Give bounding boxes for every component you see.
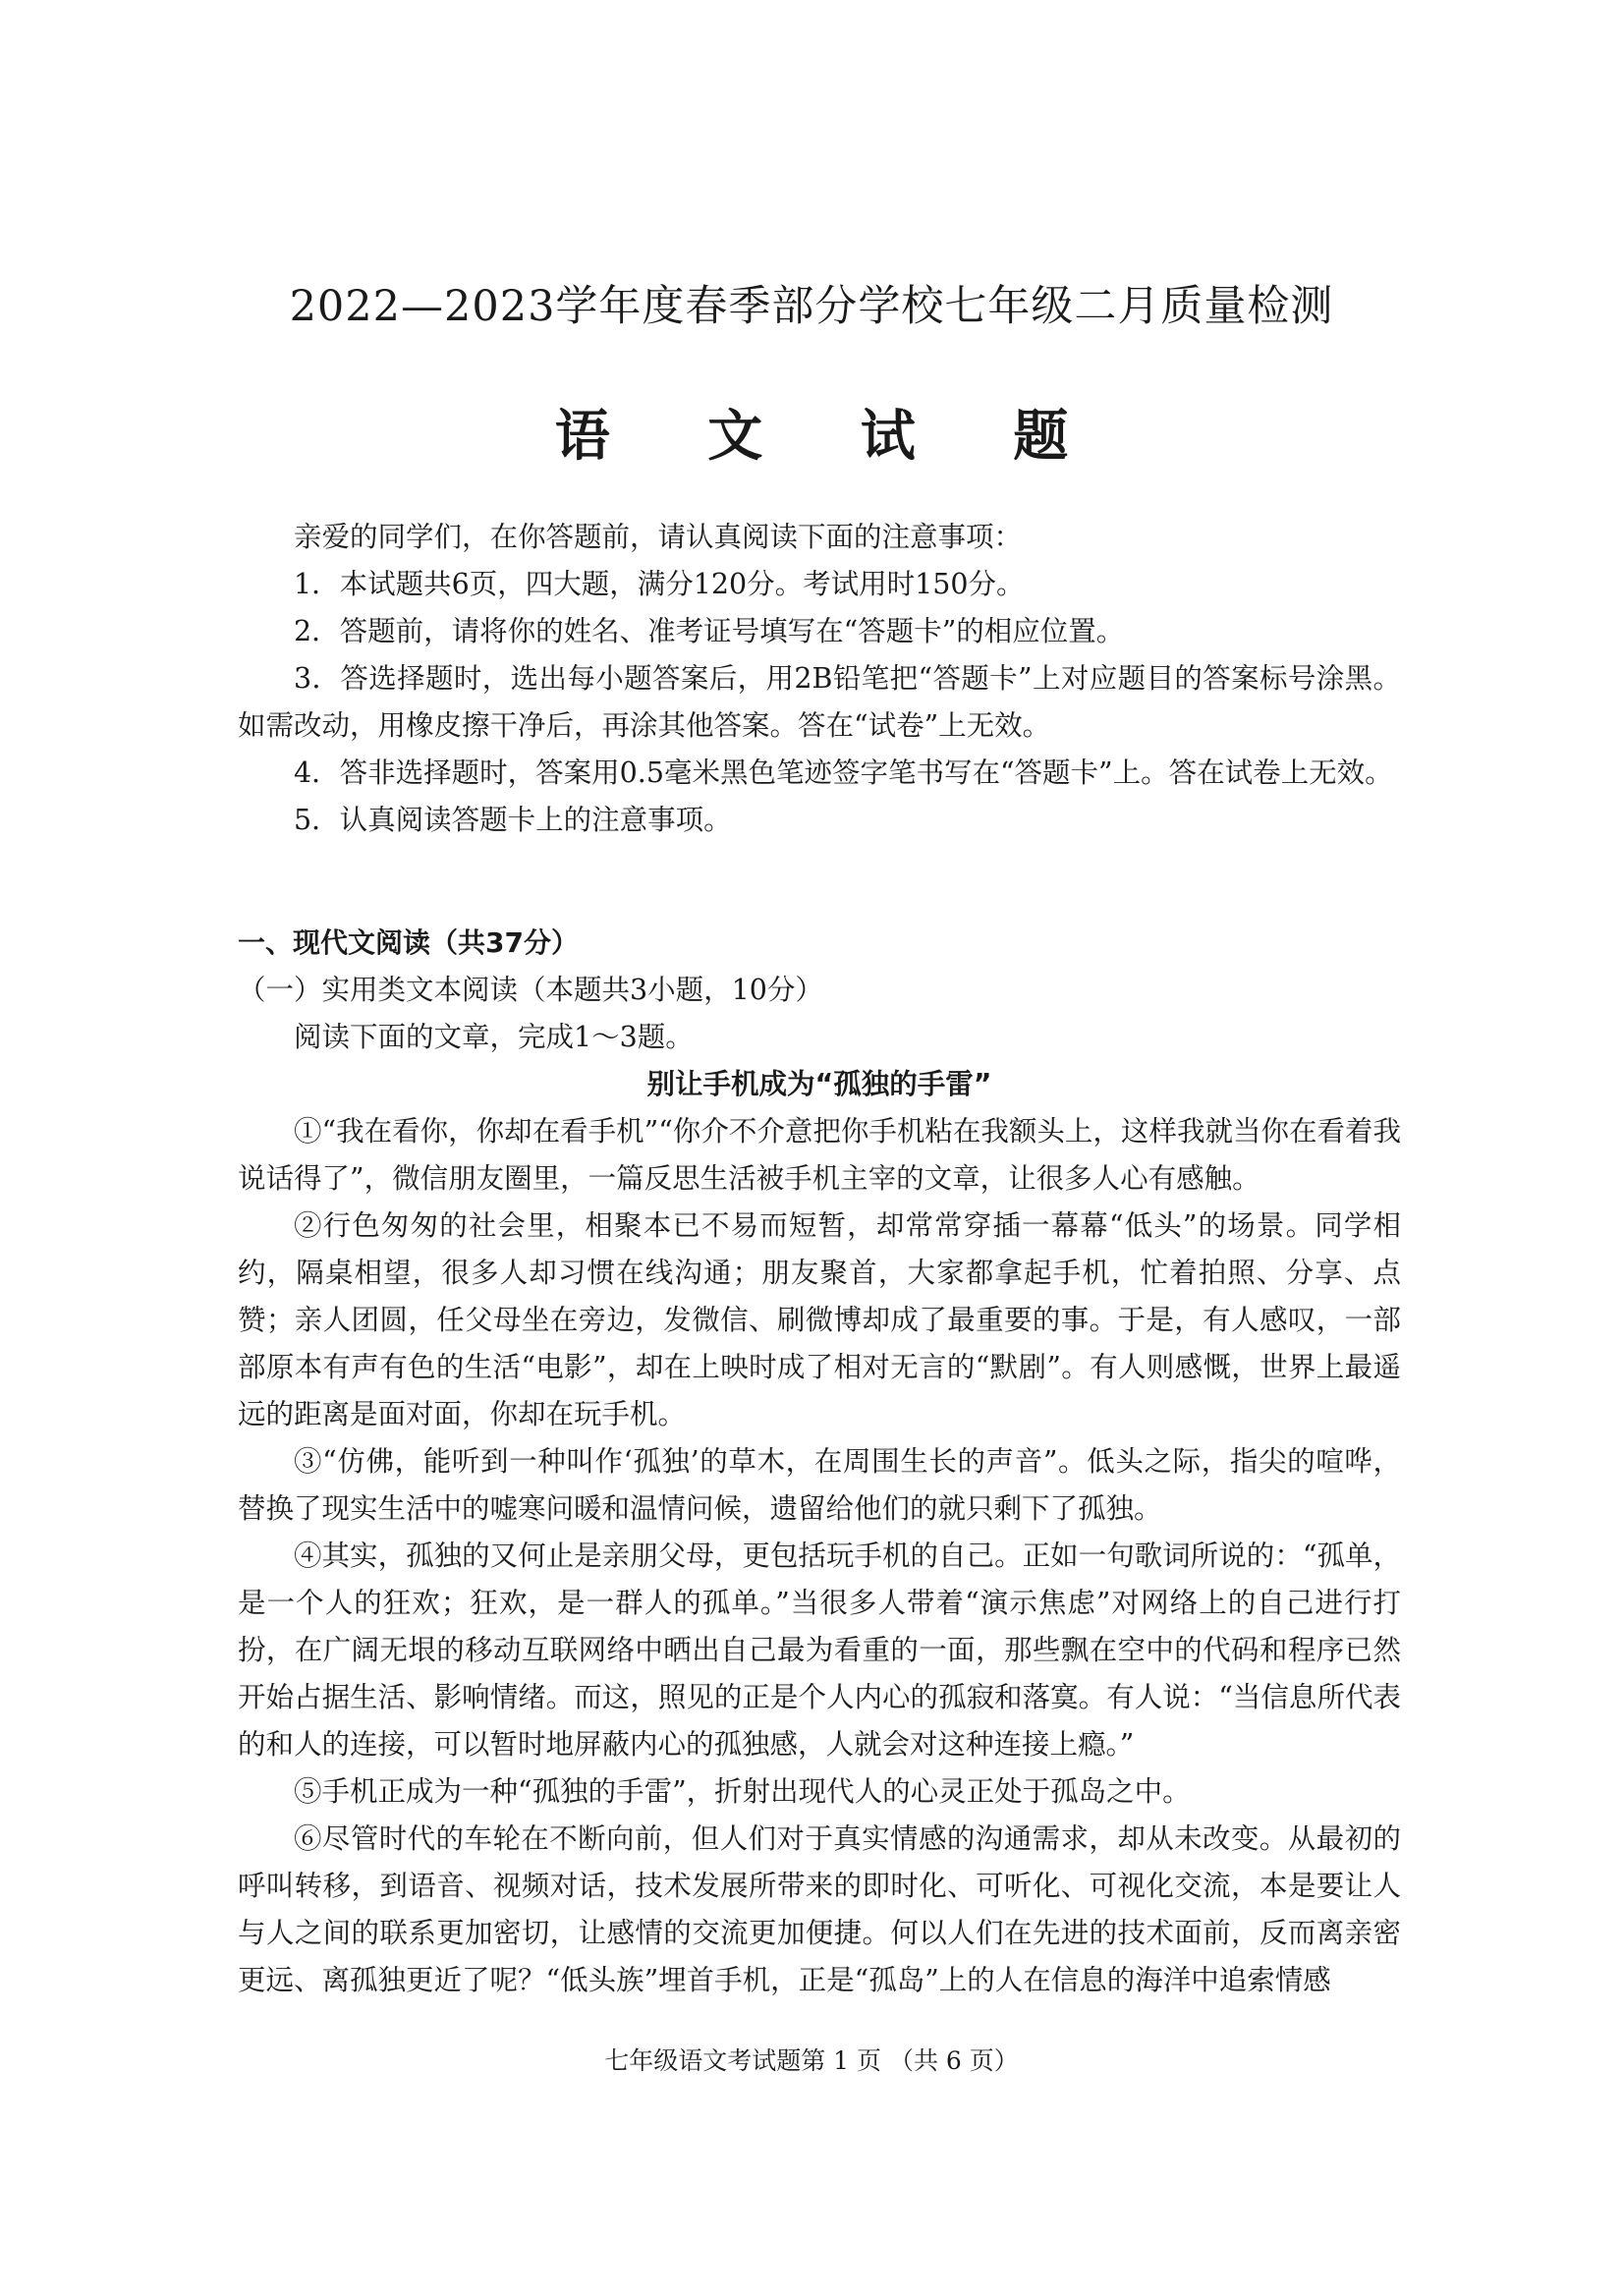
article-paragraph: ④其实，孤独的又何止是亲朋父母，更包括玩手机的自己。正如一句歌词所说的：“孤单，是一个人的狂欢；狂欢，是一群人的孤单。”当很多人带着“演示焦虑”对网络上的自己进行打扮，在广阔无垠的移动互联网络中晒出自己最为看重的一面，那些飘在空中的代码和程序已然开始占据生活、影响情绪。而这，照见的正是个人内心的孤寂和落寞。有人说：“当信息所代表的和人的连接，可以暂时地屏蔽内心的孤独感，人就会对这种连接上瘾。” [238,1540,1401,1761]
section-title: 一、现代文阅读（共37分） [238,926,579,959]
exam-title: 2022—2023学年度春季部分学校七年级二月质量检测 [289,282,1334,331]
page-footer: 七年级语文考试题第 1 页 （共 6 页） [604,2046,1019,2075]
notice-item: 5．认真阅读答题卡上的注意事项。 [294,804,732,836]
notice-item: 4．答非选择题时，答案用0.5毫米黑色笔迹签字笔书写在“答题卡”上。答在试卷上无效。 [294,756,1393,789]
exam-body [238,514,1401,2004]
article-paragraph: ②行色匆匆的社会里，相聚本已不易而短暂，却常常穿插一幕幕“低头”的场景。同学相约，隔桌相望，很多人却习惯在线沟通；朋友聚首，大家都拿起手机，忙着拍照、分享、点赞；亲人团圆，任父母坐在旁边，发微信、刷微博却成了最重要的事。于是，有人感叹，一部部原本有声有色的生活“电影”，却在上映时成了相对无言的“默剧”。有人则感慨，世界上最遥远的距离是面对面，你却在玩手机。 [238,1209,1401,1430]
article-paragraph: ①“我在看你，你却在看手机”“你介不介意把你手机粘在我额头上，这样我就当你在看着我说话得了”，微信朋友圈里，一篇反思生活被手机主宰的文章，让很多人心有感触。 [238,1115,1401,1195]
article-paragraph: ③“仿佛，能听到一种叫作‘孤独’的草木，在周围生长的声音”。低头之际，指尖的喧哗，替换了现实生活中的嘘寒问暖和温情问候，遗留给他们的就只剩下了孤独。 [238,1445,1401,1525]
notice-intro: 亲爱的同学们，在你答题前，请认真阅读下面的注意事项： [294,521,1023,553]
notice-item: 3．答选择题时，选出每小题答案后，用2B铅笔把“答题卡”上对应题目的答案标号涂黑。如需改动，用橡皮擦干净后，再涂其他答案。答在“试卷”上无效。 [238,662,1401,742]
exam-subject-title: 语 文 试 题 [554,404,1108,469]
notice-item: 2．答题前，请将你的姓名、准考证号填写在“答题卡”的相应位置。 [294,615,1125,647]
article-paragraph: ⑤手机正成为一种“孤独的手雷”，折射出现代人的心灵正处于孤岛之中。 [294,1775,1191,1808]
sub-section-title: （一）实用类文本阅读（本题共3小题，10分） [238,974,823,1006]
reading-instruction: 阅读下面的文章，完成1～3题。 [294,1021,694,1053]
article-paragraph: ⑥尽管时代的车轮在不断向前，但人们对于真实情感的沟通需求，却从未改变。从最初的呼叫转移，到语音、视频对话，技术发展所带来的即时化、可听化、可视化交流，本是要让人与人之间的联系更加密切，让感情的交流更加便捷。何以人们在先进的技术面前，反而离亲密更远、离孤独更近了呢？“低头族”埋首手机，正是“孤岛”上的人在信息的海洋中追索情感 [238,1822,1401,1996]
article-title: 别让手机成为“孤独的手雷” [646,1068,992,1100]
notice-item: 1．本试题共6页，四大题，满分120分。考试用时150分。 [294,568,1025,600]
